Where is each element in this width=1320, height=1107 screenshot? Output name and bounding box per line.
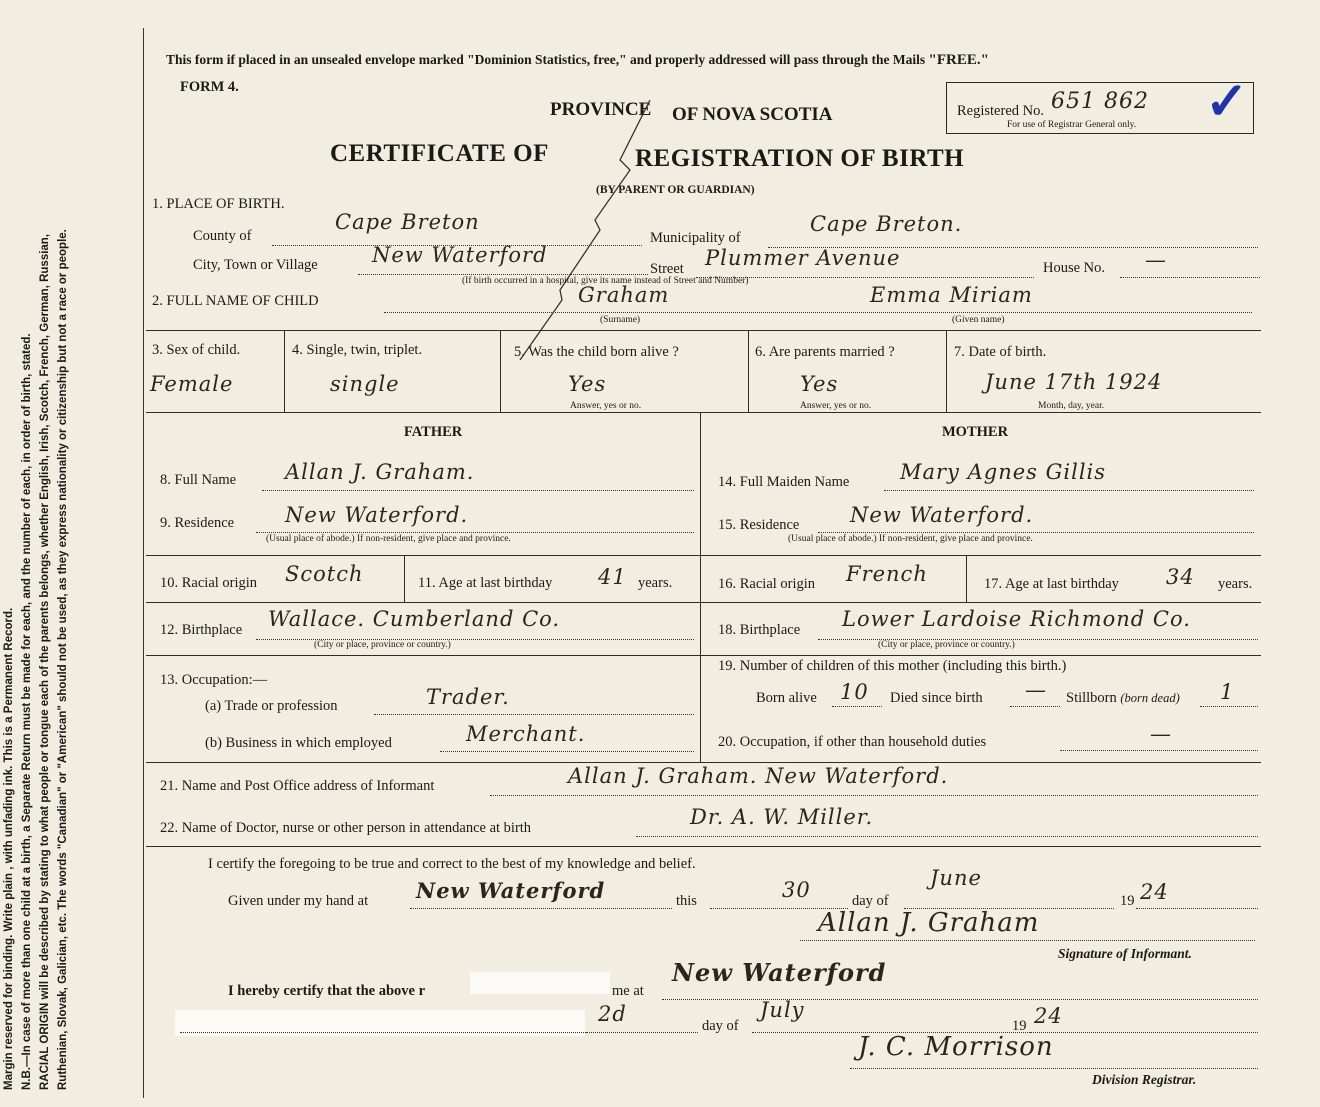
plurality-label: 4. Single, twin, triplet.	[292, 342, 423, 358]
registered-label: Registered No.	[957, 103, 1044, 119]
father-name: Allan J. Graham.	[285, 460, 475, 484]
father-age-label: 11. Age at last birthday	[418, 575, 553, 591]
mother-racial-label: 16. Racial origin	[718, 576, 816, 592]
house-line	[1120, 277, 1260, 278]
city-label: City, Town or Village	[193, 257, 318, 273]
mother-name-label: 14. Full Maiden Name	[718, 474, 850, 490]
sex-label: 3. Sex of child.	[152, 342, 241, 358]
given-place-line	[410, 908, 672, 909]
margin-notes	[0, 229, 72, 1090]
father-business-line	[440, 751, 694, 752]
margin-note-4: Ruthenian, Slovak, Galician, etc. The words "Canadian" or "American" should not be used, as they express nationality or citizenship but not a race or people.	[57, 229, 69, 1090]
mother-children-label: 19. Number of children of this mother (including this birth.)	[718, 658, 1067, 674]
father-racial: Scotch	[285, 562, 364, 586]
stillborn-label: Stillborn (born dead)	[1066, 690, 1180, 706]
mother-residence-line	[818, 532, 1254, 533]
registrar-place-line	[662, 999, 1258, 1000]
registrar-year-line	[1030, 1032, 1258, 1033]
informant-signature-caption: Signature of Informant.	[1058, 946, 1192, 961]
child-given-name: Emma Miriam	[870, 283, 1033, 307]
province-name: OF NOVA SCOTIA	[672, 104, 833, 125]
doctor-label: 22. Name of Doctor, nurse or other person in attendance at birth	[160, 820, 532, 836]
father-residence-line	[256, 532, 694, 533]
father-age: 41	[598, 565, 627, 589]
surname-caption: (Surname)	[600, 315, 641, 325]
informant-signature: Allan J. Graham	[818, 908, 1040, 938]
child-name-label: 2. FULL NAME OF CHILD	[152, 293, 319, 309]
father-business: Merchant.	[466, 722, 586, 746]
form-number: FORM 4.	[180, 79, 239, 95]
father-birthplace-label: 12. Birthplace	[160, 622, 243, 638]
given-day-of-label: day of	[852, 893, 889, 909]
father-residence-label: 9. Residence	[160, 515, 235, 531]
street-value: Plummer Avenue	[705, 246, 901, 270]
dob-caption: Month, day, year.	[1038, 401, 1105, 411]
margin-note-3: RACIAL ORIGIN will be described by stating to what people or tongue each of the parents belongs, whether English, Irish, Scotch, French, German, Russian,	[39, 233, 51, 1090]
mother-name: Mary Agnes Gillis	[900, 460, 1107, 484]
father-trade: Trader.	[426, 685, 510, 709]
given-year-prefix: 19	[1120, 893, 1135, 909]
married-answer-note: Answer, yes or no.	[800, 401, 872, 411]
alive-answer-note: Answer, yes or no.	[570, 401, 642, 411]
child-surname: Graham	[578, 283, 670, 307]
plurality-value: single	[330, 372, 400, 396]
mother-occupation-line	[1060, 750, 1258, 751]
registrar-caption: Division Registrar.	[1092, 1072, 1197, 1087]
place-section-label: 1. PLACE OF BIRTH.	[152, 196, 285, 212]
registrar-day-line	[586, 1032, 698, 1033]
registrar-statement-2: me at	[612, 983, 644, 999]
mother-occupation: —	[1150, 722, 1172, 746]
informant-value: Allan J. Graham. New Waterford.	[568, 764, 949, 788]
dob-label: 7. Date of birth.	[954, 344, 1047, 360]
registrar-note: For use of Registrar General only.	[1007, 120, 1137, 130]
municipality-value: Cape Breton.	[810, 212, 963, 236]
informant-signature-line	[800, 940, 1255, 941]
died-line	[1010, 706, 1060, 707]
rule-mother-racial	[966, 555, 967, 602]
stillborn-value: 1	[1220, 680, 1235, 704]
informant-line	[490, 795, 1258, 796]
father-name-label: 8. Full Name	[160, 472, 237, 488]
born-alive-label: Born alive	[756, 690, 817, 706]
mother-birthplace-note: (City or place, province or country.)	[878, 640, 1015, 650]
father-business-label: (b) Business in which employed	[205, 735, 392, 751]
father-occupation-label: 13. Occupation:—	[160, 672, 268, 688]
father-racial-label: 10. Racial origin	[160, 575, 258, 591]
married-value: Yes	[800, 372, 839, 396]
registrar-year-prefix: 19	[1012, 1018, 1027, 1034]
registrar-month: July	[760, 998, 805, 1022]
this-label: this	[676, 893, 697, 909]
father-trade-line	[374, 714, 694, 715]
city-line	[358, 274, 648, 275]
registered-number: 651 862	[1051, 89, 1149, 114]
paper-blank-1	[470, 972, 610, 994]
father-years: years.	[638, 575, 673, 591]
title-part-1: CERTIFICATE OF	[330, 140, 549, 167]
born-alive-value: 10	[840, 680, 869, 704]
mother-age: 34	[1166, 565, 1195, 589]
sex-value: Female	[150, 372, 234, 396]
county-label: County of	[193, 228, 252, 244]
registrar-day-of-label: day of	[702, 1018, 739, 1034]
registrar-left-line	[180, 1032, 600, 1033]
father-residence: New Waterford.	[285, 503, 469, 527]
house-value: —	[1145, 248, 1167, 272]
rule-parents-bottom	[146, 762, 1261, 763]
given-label: Given under my hand at	[228, 893, 369, 909]
born-alive-line	[832, 706, 882, 707]
rule-box-2	[500, 330, 501, 412]
mother-birthplace: Lower Lardoise Richmond Co.	[842, 607, 1191, 631]
registrar-place: New Waterford	[672, 958, 887, 987]
rule-mother-children	[700, 655, 1261, 656]
registrar-signature: J. C. Morrison	[858, 1032, 1054, 1062]
died-value: —	[1025, 678, 1047, 702]
rule-bottom-boxes	[146, 412, 1261, 413]
certification-statement: I certify the foregoing to be true and correct to the best of my knowledge and belief.	[208, 856, 696, 872]
mother-residence-label: 15. Residence	[718, 517, 800, 533]
rule-parents-divider	[700, 412, 701, 762]
father-name-line	[262, 490, 694, 491]
given-day: 30	[782, 878, 811, 902]
mother-birthplace-label: 18. Birthplace	[718, 622, 801, 638]
rule-father-occupation	[146, 655, 700, 656]
registrar-signature-line	[850, 1068, 1258, 1069]
subtitle: (BY PARENT OR GUARDIAN)	[596, 184, 755, 196]
alive-label: 5. Was the child born alive ?	[514, 344, 679, 360]
married-label: 6. Are parents married ?	[755, 344, 895, 360]
father-heading: FATHER	[404, 424, 463, 440]
mother-racial: French	[846, 562, 928, 586]
given-year-line	[1136, 908, 1258, 909]
city-value: New Waterford	[372, 243, 548, 267]
street-label: Street	[650, 261, 684, 277]
mother-occupation-label: 20. Occupation, if other than household duties	[718, 734, 987, 750]
binding-margin-line	[143, 28, 144, 1098]
mother-residence: New Waterford.	[850, 503, 1034, 527]
rule-racial-bottom	[146, 602, 1261, 603]
doctor-value: Dr. A. W. Miller.	[690, 805, 874, 829]
mother-heading: MOTHER	[942, 424, 1009, 440]
rule-box-3	[748, 330, 749, 412]
mother-abode-note: (Usual place of abode.) If non-resident, give place and province.	[788, 534, 1033, 544]
hospital-note: (If birth occurred in a hospital, give its name instead of Street and Number)	[462, 276, 749, 286]
margin-note-1: Margin reserved for binding. Write plain , with unfading ink. This is a Permanent Record.	[3, 607, 15, 1090]
county-value: Cape Breton	[335, 210, 480, 234]
registrar-year: 24	[1034, 1004, 1063, 1028]
margin-note-2: N.B.—In case of more than one child at a birth, a Separate Return must be made for each, and the number of each, in order of birth, stated.	[21, 333, 33, 1090]
doctor-line	[636, 836, 1258, 837]
title-part-2: REGISTRATION OF BIRTH	[635, 145, 965, 172]
given-caption: (Given name)	[952, 315, 1005, 325]
given-year: 24	[1140, 880, 1169, 904]
mother-years: years.	[1218, 576, 1253, 592]
stillborn-line	[1200, 706, 1258, 707]
died-label: Died since birth	[890, 690, 983, 706]
house-label: House No.	[1043, 260, 1106, 276]
father-birthplace: Wallace. Cumberland Co.	[268, 607, 561, 631]
rule-father-racial	[404, 555, 405, 602]
check-mark: ✓	[1205, 74, 1249, 131]
given-month: June	[930, 866, 982, 890]
given-place: New Waterford	[416, 878, 606, 903]
child-name-line	[384, 312, 1252, 313]
registrar-statement: I hereby certify that the above r	[228, 983, 426, 999]
father-birthplace-note: (City or place, province or country.)	[314, 640, 451, 650]
rule-box-4	[946, 330, 947, 412]
rule-box-1	[284, 330, 285, 412]
mail-notice: This form if placed in an unsealed envelope marked "Dominion Statistics, free," and properly addressed will pass through the Mails "FREE."	[166, 52, 989, 68]
province-label: PROVINCE	[550, 99, 652, 120]
father-trade-label: (a) Trade or profession	[205, 698, 338, 714]
mother-age-label: 17. Age at last birthday	[984, 576, 1119, 592]
dob-value: June 17th 1924	[985, 370, 1163, 394]
rule-racial-top	[146, 555, 1261, 556]
rule-top-boxes	[146, 330, 1261, 331]
father-abode-note: (Usual place of abode.) If non-resident, give place and province.	[266, 534, 511, 544]
alive-value: Yes	[568, 372, 607, 396]
registrar-day: 2d	[598, 1002, 627, 1026]
rule-certification-top	[146, 846, 1261, 847]
mother-name-line	[884, 490, 1254, 491]
informant-label: 21. Name and Post Office address of Informant	[160, 778, 435, 794]
municipality-label: Municipality of	[650, 230, 741, 246]
